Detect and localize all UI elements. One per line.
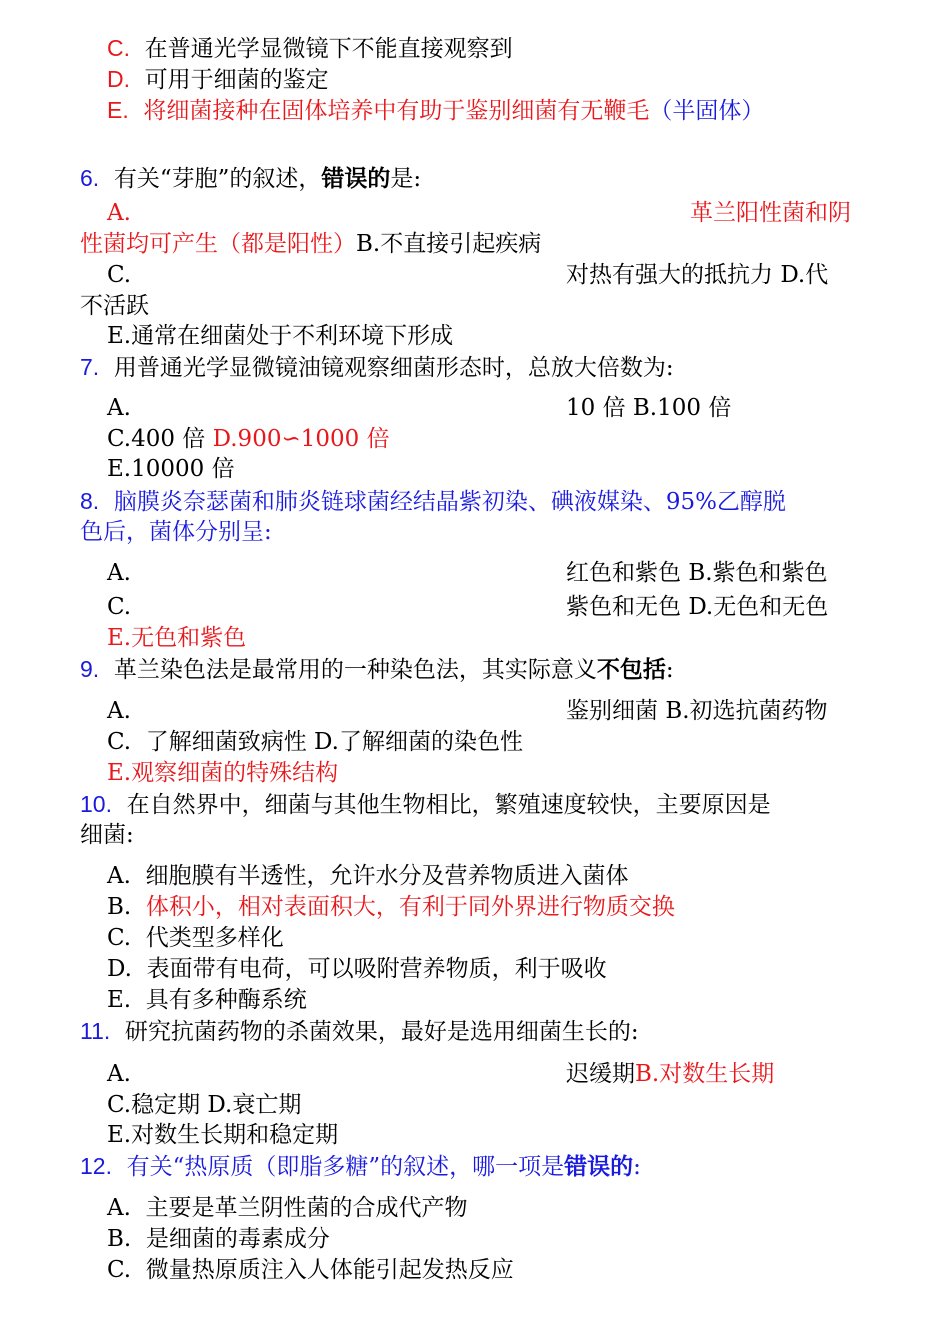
option-text: 是细菌的毒素成分: [145, 1226, 330, 1252]
question-number: 9.: [80, 656, 100, 682]
stem-emphasis: 错误的: [564, 1153, 634, 1180]
question-10-stem-cont: 细菌:: [80, 822, 134, 848]
option-9a-letter: A.: [107, 698, 131, 724]
option-5e: [107, 96, 764, 125]
option-10e: [107, 986, 307, 1014]
question-7-stem: [80, 353, 674, 382]
option-11d: D.衰亡期: [207, 1092, 302, 1118]
option-text: 微量热原质注入人体能引起发热反应: [145, 1257, 514, 1283]
option-8d: D.无色和无色: [688, 594, 829, 620]
option-text: 迟缓期: [566, 1061, 635, 1087]
question-10-stem: [80, 790, 771, 819]
question-number: 6.: [80, 165, 100, 191]
stem-emphasis: 错误的: [321, 165, 391, 192]
option-7a-letter: A.: [107, 395, 131, 421]
option-6c-letter: C.: [107, 262, 132, 288]
option-letter: C.: [107, 729, 132, 755]
question-number: 11.: [80, 1018, 111, 1044]
option-8c-letter: C.: [107, 594, 132, 620]
option-letter: C.: [107, 925, 132, 951]
option-8b: B.紫色和紫色: [688, 560, 828, 586]
stem-text: 研究抗菌药物的杀菌效果，最好是选用细菌生长的:: [124, 1019, 639, 1045]
stem-text: 有关“热原质（即脂多糖”的叙述，哪一项是: [126, 1154, 565, 1180]
option-letter: E.: [107, 97, 129, 123]
option-letter: B.: [107, 1226, 132, 1252]
option-11a-text: [566, 1060, 774, 1088]
option-text: 10 倍: [566, 395, 626, 421]
option-text: 表面带有电荷，可以吸附营养物质，利于吸收: [146, 956, 607, 982]
option-11b: B.对数生长期: [635, 1061, 775, 1087]
stem-text: 有关“芽胞”的叙述，: [113, 166, 322, 192]
option-text: 体积小，相对表面积大，有利于同外界进行物质交换: [145, 894, 675, 920]
option-5d: [107, 65, 329, 94]
option-letter: D.: [107, 66, 130, 92]
option-text: 主要是革兰阴性菌的合成代产物: [145, 1195, 468, 1221]
stem-text: :: [665, 657, 674, 683]
option-text: 可用于细菌的鉴定: [144, 67, 329, 93]
option-7e: E.10000 倍: [107, 456, 235, 482]
question-number: 10.: [80, 791, 112, 817]
option-7d: D.900∽1000 倍: [212, 426, 390, 452]
option-9b: B.初选抗菌药物: [665, 698, 828, 724]
option-text: 细胞膜有半透性，允许水分及营养物质进入菌体: [145, 863, 629, 889]
question-number: 7.: [80, 354, 100, 380]
question-9-stem: [80, 655, 674, 684]
stem-text: 脑膜炎奈瑟菌和肺炎链球菌经结晶紫初染、碘液媒染、95%乙醇脱: [113, 489, 786, 515]
option-11c: [107, 1091, 301, 1119]
question-number: 8.: [80, 488, 100, 514]
question-6-stem: [80, 164, 421, 193]
stem-text: :: [633, 1154, 641, 1180]
option-8a-text: [566, 559, 828, 587]
option-11a-letter: A.: [107, 1061, 131, 1087]
question-8-stem: [80, 487, 786, 516]
option-note: （半固体）: [649, 98, 765, 124]
option-10b: [107, 893, 675, 921]
question-11-stem: [80, 1017, 639, 1046]
option-8a-letter: A.: [107, 560, 131, 586]
option-7c: [107, 425, 390, 453]
option-9c: [107, 728, 523, 756]
option-5c: [107, 34, 513, 63]
option-7a-text: [566, 394, 731, 422]
option-10a: [107, 862, 629, 890]
option-letter: C.: [107, 1257, 132, 1283]
option-6d: D.代: [780, 262, 829, 288]
option-6a-letter: A.: [107, 200, 131, 226]
option-8c-text: [566, 593, 828, 621]
option-text: 将细菌接种在固体培养中有助于鉴别细菌有无鞭毛: [143, 98, 650, 124]
option-text: 在普通光学显微镜下不能直接观察到: [144, 36, 513, 62]
stem-emphasis: 不包括: [596, 656, 666, 683]
option-6a-cont: [80, 230, 541, 258]
question-number: 12.: [80, 1153, 112, 1179]
option-9e: E.观察细菌的特殊结构: [107, 760, 339, 786]
stem-text: 用普通光学显微镜油镜观察细菌形态时，总放大倍数为:: [113, 355, 674, 381]
option-letter: E.: [107, 987, 132, 1013]
option-6b: B.不直接引起疾病: [356, 231, 542, 257]
question-8-stem-cont: 色后，菌体分别呈:: [80, 519, 272, 545]
option-10c: [107, 924, 284, 952]
option-7b: B.100 倍: [632, 395, 732, 421]
option-text: 性菌均可产生（都是阳性）: [80, 231, 356, 257]
option-letter: A.: [107, 863, 131, 889]
stem-text: 革兰染色法是最常用的一种染色法，其实际意义: [113, 657, 597, 683]
option-8e: E.无色和紫色: [107, 625, 247, 651]
stem-text: 是:: [390, 166, 422, 192]
option-text: 紫色和无色: [566, 594, 681, 620]
option-11e: E.对数生长期和稳定期: [107, 1122, 339, 1148]
option-6a-text: 革兰阳性菌和阴: [690, 200, 851, 226]
option-text: 鉴别细菌: [566, 698, 658, 724]
question-12-stem: [80, 1152, 641, 1181]
option-letter: A.: [107, 1195, 131, 1221]
option-9a-text: [566, 697, 828, 725]
option-text: 对热有强大的抵抗力: [566, 262, 773, 288]
option-text: C.稳定期: [107, 1092, 201, 1118]
option-9d: D.了解细菌的染色性: [314, 729, 523, 755]
option-6e: E.通常在细菌处于不利环境下形成: [107, 323, 454, 349]
option-letter: B.: [107, 894, 132, 920]
option-letter: D.: [107, 956, 132, 982]
option-10d: [107, 955, 607, 983]
option-text: 代类型多样化: [145, 925, 284, 951]
option-12a: [107, 1194, 468, 1222]
option-12c: [107, 1256, 514, 1284]
option-6d-cont: 不活跃: [80, 293, 149, 319]
option-text: C.400 倍: [107, 426, 206, 452]
option-text: 红色和紫色: [566, 560, 681, 586]
option-text: 了解细菌致病性: [145, 729, 307, 755]
stem-text: 在自然界中，细菌与其他生物相比，繁殖速度较快，主要原因是: [126, 792, 771, 818]
option-6c-text: [566, 261, 828, 289]
option-text: 具有多种酶系统: [145, 987, 307, 1013]
option-letter: C.: [107, 35, 130, 61]
option-12b: [107, 1225, 330, 1253]
